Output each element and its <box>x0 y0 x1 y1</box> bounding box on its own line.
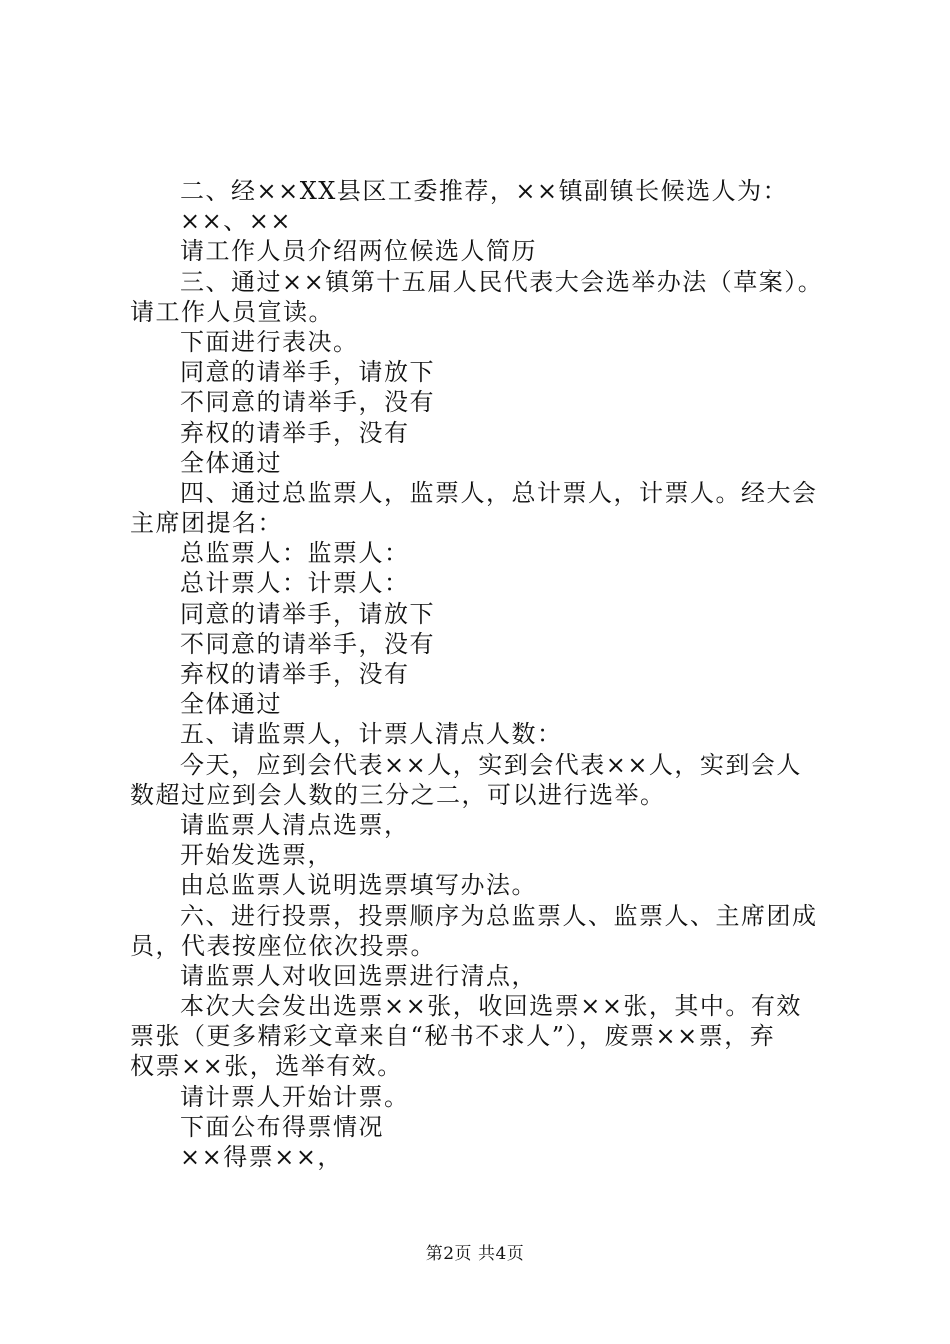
text-line: 六、进行投票，投票顺序为总监票人、监票人、主席团成 <box>180 901 818 930</box>
text-line: 下面公布得票情况 <box>180 1112 384 1141</box>
text-line: 本次大会发出选票××张，收回选票××张，其中。有效 <box>180 992 802 1021</box>
text-line: 数超过应到会人数的三分之二，可以进行选举。 <box>130 780 666 809</box>
text-line: 五、请监票人，计票人清点人数： <box>180 720 563 749</box>
text-line: 四、通过总监票人，监票人，总计票人，计票人。经大会 <box>180 478 818 507</box>
text-line: 全体通过 <box>180 448 282 477</box>
text-line: 请监票人清点选票， <box>180 810 410 839</box>
page-footer: 第2页 共4页 <box>425 1244 525 1264</box>
text-line: 票张（更多精彩文章来自“秘书不求人”），废票××票，弃 <box>130 1022 776 1051</box>
text-line: 请工作人员宣读。 <box>130 297 334 326</box>
text-line: 三、通过××镇第十五届人民代表大会选举办法（草案）。 <box>180 267 824 296</box>
text-line: 同意的请举手，请放下 <box>180 599 435 628</box>
text-line: 总计票人：计票人： <box>180 569 410 598</box>
text-line: 主席团提名： <box>130 509 283 538</box>
document-body <box>130 176 835 1172</box>
text-line: 二、经××XX县区工委推荐，××镇副镇长候选人为： <box>180 177 789 205</box>
text-line: 开始发选票， <box>180 841 333 870</box>
text-line: 总监票人：监票人： <box>180 539 410 568</box>
text-line: 请计票人开始计票。 <box>180 1082 410 1111</box>
text-line: 请工作人员介绍两位候选人简历 <box>180 237 537 266</box>
text-line: 由总监票人说明选票填写办法。 <box>180 871 537 900</box>
text-line: 不同意的请举手，没有 <box>180 388 435 417</box>
text-line: 员，代表按座位依次投票。 <box>130 931 436 960</box>
text-line: 下面进行表决。 <box>180 327 359 356</box>
text-line: 弃权的请举手，没有 <box>180 418 410 447</box>
text-line: ××、×× <box>180 207 292 236</box>
text-line: 权票××张，选举有效。 <box>130 1052 403 1081</box>
text-line: 今天，应到会代表××人，实到会代表××人，实到会人 <box>180 750 802 779</box>
text-line: ××得票××， <box>180 1143 343 1171</box>
text-line: 不同意的请举手，没有 <box>180 629 435 658</box>
text-line: 同意的请举手，请放下 <box>180 358 435 387</box>
text-line: 全体通过 <box>180 690 282 719</box>
text-line: 请监票人对收回选票进行清点， <box>180 961 537 990</box>
text-line: 弃权的请举手，没有 <box>180 660 410 688</box>
